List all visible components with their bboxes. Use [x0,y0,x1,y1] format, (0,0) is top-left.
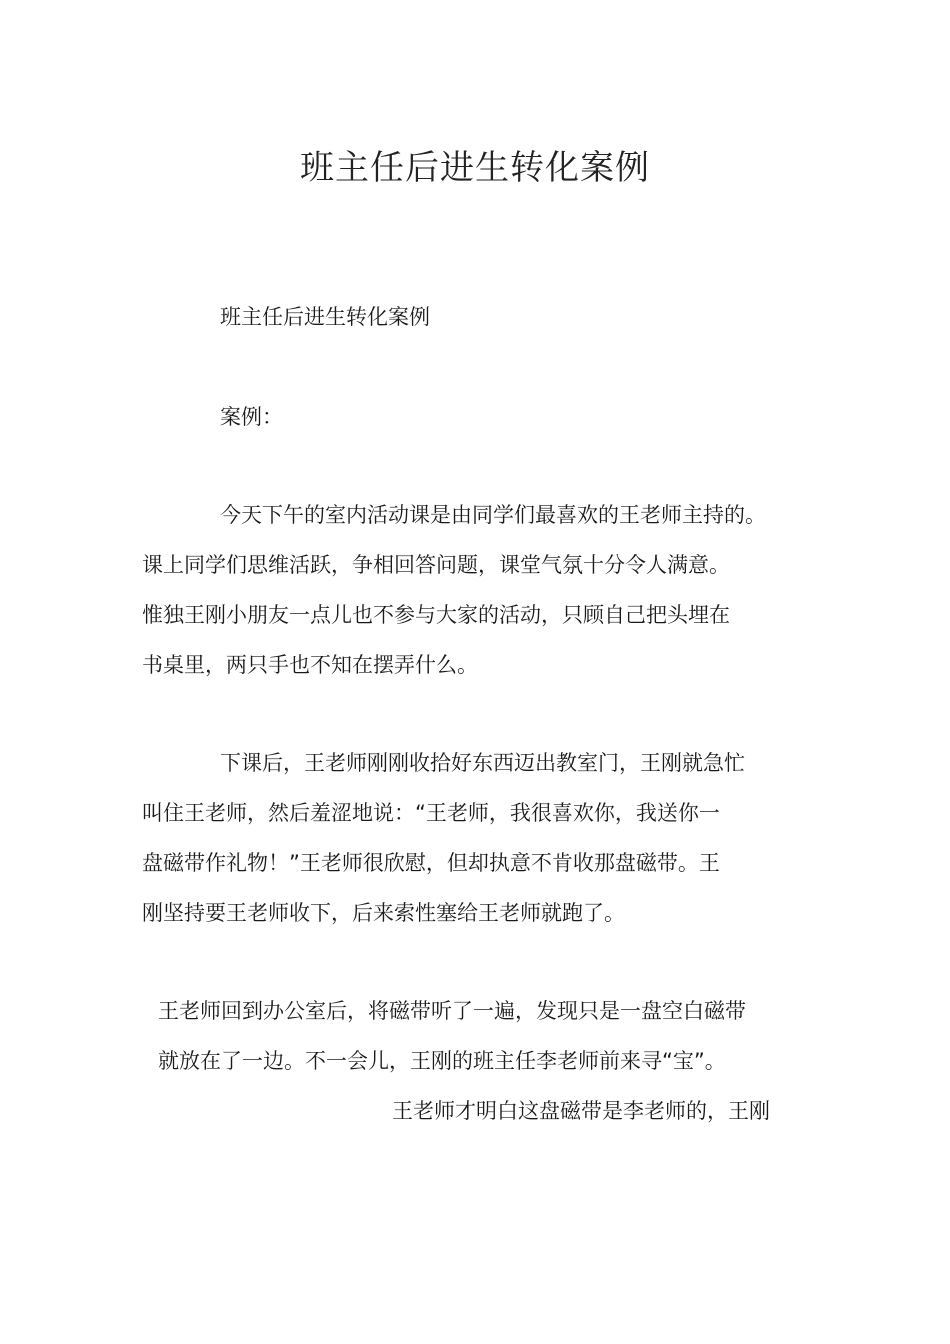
paragraph-2-line-4: 刚坚持要王老师收下，后来索性塞给王老师就跑了。 [142,901,625,925]
paragraph-3-line-1: 王老师回到办公室后，将磁带听了一遍，发现只是一盘空白磁带 [158,999,746,1023]
paragraph-2-line-1: 下课后，王老师刚刚收拾好东西迈出教室门，王刚就急忙 [220,751,745,775]
case-label: 案例： [220,405,283,429]
paragraph-1-line-4: 书桌里，两只手也不知在摆弄什么。 [142,653,478,677]
paragraph-3-line-2: 就放在了一边。不一会儿，王刚的班主任李老师前来寻“宝”。 [158,1049,726,1073]
document-subtitle: 班主任后进生转化案例 [220,305,430,329]
paragraph-2-line-3: 盘磁带作礼物！”王老师很欣慰，但却执意不肯收那盘磁带。王 [142,851,720,875]
document-title: 班主任后进生转化案例 [300,148,650,188]
paragraph-2-line-2: 叫住王老师，然后羞涩地说：“王老师，我很喜欢你，我送你一 [142,801,720,825]
paragraph-3-line-3: 王老师才明白这盘磁带是李老师的，王刚 [392,1099,770,1123]
paragraph-1-line-2: 课上同学们思维活跃，争相回答问题，课堂气氛十分令人满意。 [142,553,730,577]
paragraph-1-line-3: 惟独王刚小朋友一点儿也不参与大家的活动，只顾自己把头埋在 [142,603,730,627]
paragraph-1-line-1: 今天下午的室内活动课是由同学们最喜欢的王老师主持的。 [220,503,766,527]
